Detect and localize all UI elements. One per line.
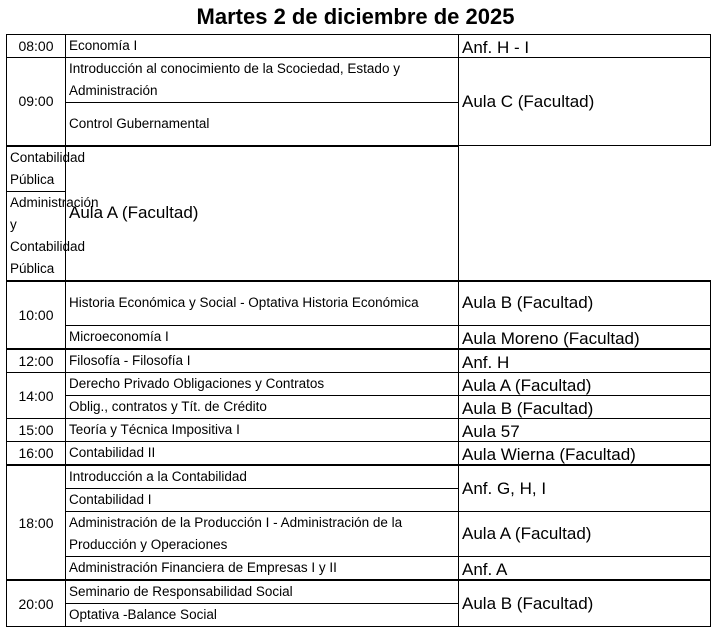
- time-cell: 16:00: [7, 442, 66, 466]
- subject-cell: Economía I: [66, 35, 459, 58]
- table-row: [7, 58, 711, 103]
- table-row: [7, 349, 711, 373]
- table-row: [7, 419, 711, 442]
- room-cell: Aula B (Facultad): [459, 396, 711, 419]
- subject-cell: Optativa -Balance Social: [66, 604, 459, 627]
- subject-cell: Oblig., contratos y Tít. de Crédito: [66, 396, 459, 419]
- room-cell: Aula B (Facultad): [459, 580, 711, 627]
- table-row: [7, 35, 711, 58]
- room-cell: Aula A (Facultad): [66, 146, 459, 281]
- subject-cell: Administración de la Producción I - Administración de la Producción y Operaciones: [66, 512, 459, 557]
- subject-cell: Contabilidad II: [66, 442, 459, 466]
- subject-cell: Contabilidad Pública: [7, 146, 66, 192]
- page-title: Martes 2 de diciembre de 2025: [196, 4, 515, 29]
- time-cell: 18:00: [7, 465, 66, 580]
- time-cell: 12:00: [7, 349, 66, 373]
- table-row: [7, 326, 711, 350]
- table-row: [7, 146, 711, 192]
- room-cell: Anf. H: [459, 349, 711, 373]
- subject-cell: Filosofía - Filosofía I: [66, 349, 459, 373]
- subject-cell: Control Gubernamental: [66, 103, 459, 146]
- room-cell: Anf. A: [459, 557, 711, 581]
- room-cell: Aula A (Facultad): [459, 373, 711, 396]
- table-row: [7, 281, 711, 326]
- table-row: [7, 442, 711, 466]
- subject-cell: Contabilidad I: [66, 489, 459, 512]
- time-cell: 20:00: [7, 580, 66, 627]
- subject-cell: Administración Financiera de Empresas I y II: [66, 557, 459, 581]
- table-row: [7, 373, 711, 396]
- room-cell: Aula A (Facultad): [459, 512, 711, 557]
- time-cell: 09:00: [7, 58, 66, 146]
- subject-cell: Derecho Privado Obligaciones y Contratos: [66, 373, 459, 396]
- subject-cell: Microeconomía I: [66, 326, 459, 350]
- table-row: [7, 512, 711, 557]
- room-cell: Aula B (Facultad): [459, 281, 711, 326]
- room-cell: Aula Moreno (Facultad): [459, 326, 711, 350]
- room-cell: Aula 57: [459, 419, 711, 442]
- table-row: [7, 396, 711, 419]
- subject-cell: Seminario de Responsabilidad Social: [66, 580, 459, 604]
- subject-cell: Administración y Contabilidad Pública: [7, 191, 66, 281]
- table-row: [7, 580, 711, 604]
- room-cell: Anf. H - I: [459, 35, 711, 58]
- subject-cell: Historia Económica y Social - Optativa Historia Económica: [66, 281, 459, 326]
- schedule-table: [6, 34, 711, 627]
- time-cell: 10:00: [7, 281, 66, 350]
- time-cell: 14:00: [7, 373, 66, 419]
- table-row: [7, 465, 711, 489]
- room-cell: Aula C (Facultad): [459, 58, 711, 146]
- room-cell: Anf. G, H, I: [459, 465, 711, 512]
- subject-cell: Introducción al conocimiento de la Scociedad, Estado y Administración: [66, 58, 459, 103]
- time-cell: 08:00: [7, 35, 66, 58]
- table-row: [7, 557, 711, 581]
- time-cell: 15:00: [7, 419, 66, 442]
- subject-cell: Introducción a la Contabilidad: [66, 465, 459, 489]
- subject-cell: Teoría y Técnica Impositiva I: [66, 419, 459, 442]
- room-cell: Aula Wierna (Facultad): [459, 442, 711, 466]
